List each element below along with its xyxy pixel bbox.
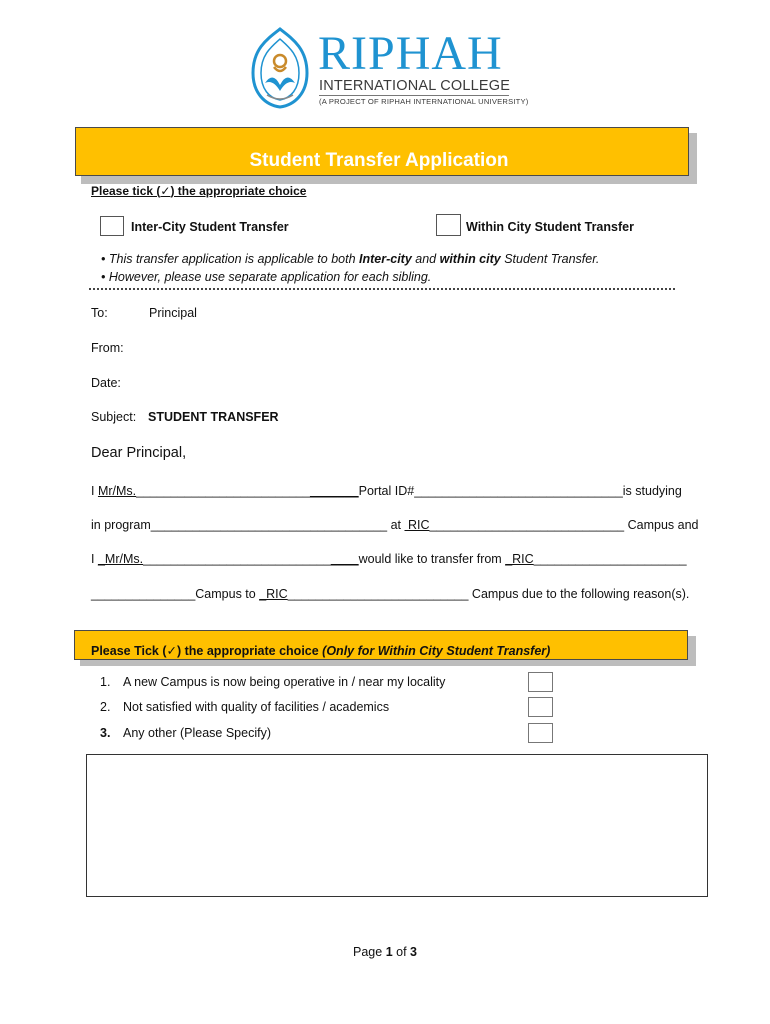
salutation: Dear Principal,: [91, 445, 187, 461]
page-number: Page 1 of 3: [353, 945, 417, 959]
letter-line-1[interactable]: I Mr/Ms.________________________________Portal ID#______________________________is studying: [91, 484, 682, 498]
from-label: From:: [91, 341, 124, 355]
letter-line-4[interactable]: _______________Campus to _RIC__________________________ Campus due to the following reason(s).: [91, 587, 690, 601]
note-applicability: • This transfer application is applicable to both Inter-city and within city Student Transfer.: [101, 252, 600, 266]
reason-item-2: 2.: [100, 700, 111, 714]
to-label: To:: [91, 306, 108, 320]
logo-divider: [319, 95, 509, 96]
note-sibling: • However, please use separate application for each sibling.: [101, 270, 432, 284]
reason-1-checkbox[interactable]: [528, 672, 553, 692]
college-subtitle: INTERNATIONAL COLLEGE: [319, 78, 511, 94]
form-title: Student Transfer Application: [249, 150, 509, 171]
reason-text-3: Any other (Please Specify): [123, 726, 271, 740]
inter-city-checkbox[interactable]: [100, 216, 124, 236]
subject-value: STUDENT TRANSFER: [148, 410, 279, 424]
within-city-label: Within City Student Transfer: [466, 220, 634, 234]
college-logo-emblem: [247, 27, 313, 109]
dotted-separator: [89, 288, 675, 292]
date-label: Date:: [91, 376, 121, 390]
within-city-instruction: Please Tick (✓) the appropriate choice (Only for Within City Student Transfer): [91, 644, 551, 658]
subject-label: Subject:: [91, 410, 137, 424]
checkmark-icon: ✓: [166, 644, 177, 658]
college-tagline: (A PROJECT OF RIPHAH INTERNATIONAL UNIVERSITY): [319, 97, 529, 106]
reason-text-1: A new Campus is now being operative in / near my locality: [123, 675, 446, 689]
reason-item-1: 1.: [100, 675, 111, 689]
checkmark-icon: ✓: [160, 184, 171, 198]
college-name: RIPHAH: [318, 27, 503, 80]
reason-item-3: 3.: [100, 726, 111, 740]
other-reason-textarea[interactable]: [86, 754, 708, 897]
tick-instruction: Please tick (✓) the appropriate choice: [91, 184, 307, 198]
inter-city-label: Inter-City Student Transfer: [131, 220, 289, 234]
letter-line-3[interactable]: I _Mr/Ms._______________________________would like to transfer from _RIC______________________: [91, 552, 687, 566]
reason-3-checkbox[interactable]: [528, 723, 553, 743]
letter-line-2[interactable]: in program__________________________________ at RIC____________________________ Campus and: [91, 518, 699, 532]
reason-2-checkbox[interactable]: [528, 697, 553, 717]
reason-text-2: Not satisfied with quality of facilities / academics: [123, 700, 390, 714]
within-city-checkbox[interactable]: [436, 214, 461, 236]
to-value: Principal: [149, 306, 197, 320]
